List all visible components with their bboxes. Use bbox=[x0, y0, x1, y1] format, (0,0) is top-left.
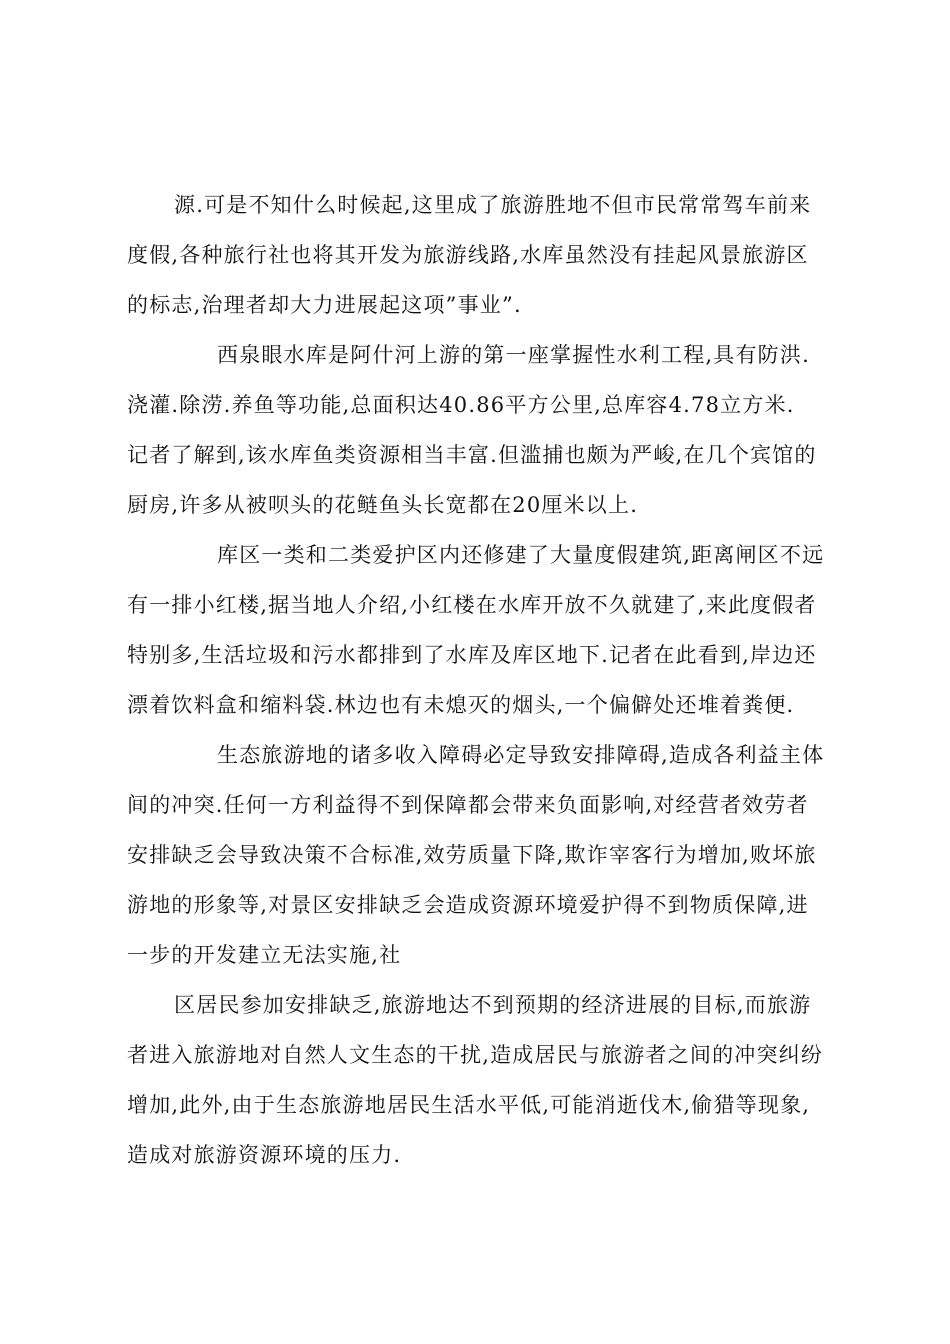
text-line: 者进入旅游地对自然人文生态的干扰,造成居民与旅游者之间的冲突纠纷 bbox=[127, 1043, 824, 1067]
text-line: 厨房,许多从被呗头的花鲢鱼头长宽都在20厘米以上. bbox=[127, 493, 639, 517]
text-line: 库区一类和二类爱护区内还修建了大量度假建筑,距离闸区不远 bbox=[217, 543, 825, 567]
text-line: 的标志,治理者却大力进展起这项”事业”. bbox=[127, 293, 522, 317]
text-line: 区居民参加安排缺乏,旅游地达不到预期的经济进展的目标,而旅游 bbox=[174, 993, 812, 1017]
text-line: 漂着饮料盒和缩料袋.林边也有未熄灭的烟头,一个偏僻处还堆着粪便. bbox=[127, 693, 795, 717]
text-line: 特别多,生活垃圾和污水都排到了水库及库区地下.记者在此看到,岸边还 bbox=[127, 643, 817, 667]
text-line: 西泉眼水库是阿什河上游的第一座掌握性水利工程,具有防洪. bbox=[217, 343, 810, 367]
text-line: 生态旅游地的诸多收入障碍必定导致安排障碍,造成各利益主体 bbox=[217, 743, 825, 767]
text-line: 源.可是不知什么时候起,这里成了旅游胜地不但市民常常驾车前来 bbox=[174, 193, 812, 217]
text-line: 增加,此外,由于生态旅游地居民生活水平低,可能消逝伐木,偷猎等现象, bbox=[127, 1093, 811, 1117]
text-line: 记者了解到,该水库鱼类资源相当丰富.但滥捕也颇为严峻,在几个宾馆的 bbox=[127, 443, 817, 467]
text-line: 安排缺乏会导致决策不合标准,效劳质量下降,欺诈宰客行为增加,败坏旅 bbox=[127, 843, 817, 867]
text-line: 游地的形象等,对景区安排缺乏会造成资源环境爱护得不到物质保障,进 bbox=[127, 893, 809, 917]
text-line: 度假,各种旅行社也将其开发为旅游线路,水库虽然没有挂起风景旅游区 bbox=[127, 243, 809, 267]
text-line: 造成对旅游资源环境的压力. bbox=[127, 1143, 402, 1167]
text-line: 一步的开发建立无法实施,社 bbox=[127, 943, 402, 967]
text-line: 有一排小红楼,据当地人介绍,小红楼在水库开放不久就建了,来此度假者 bbox=[127, 593, 817, 617]
text-line: 浇灌.除涝.养鱼等功能,总面积达40.86平方公里,总库容4.78立方米. bbox=[127, 393, 795, 417]
text-line: 间的冲突.任何一方利益得不到保障都会带来负面影响,对经营者效劳者 bbox=[127, 793, 809, 817]
